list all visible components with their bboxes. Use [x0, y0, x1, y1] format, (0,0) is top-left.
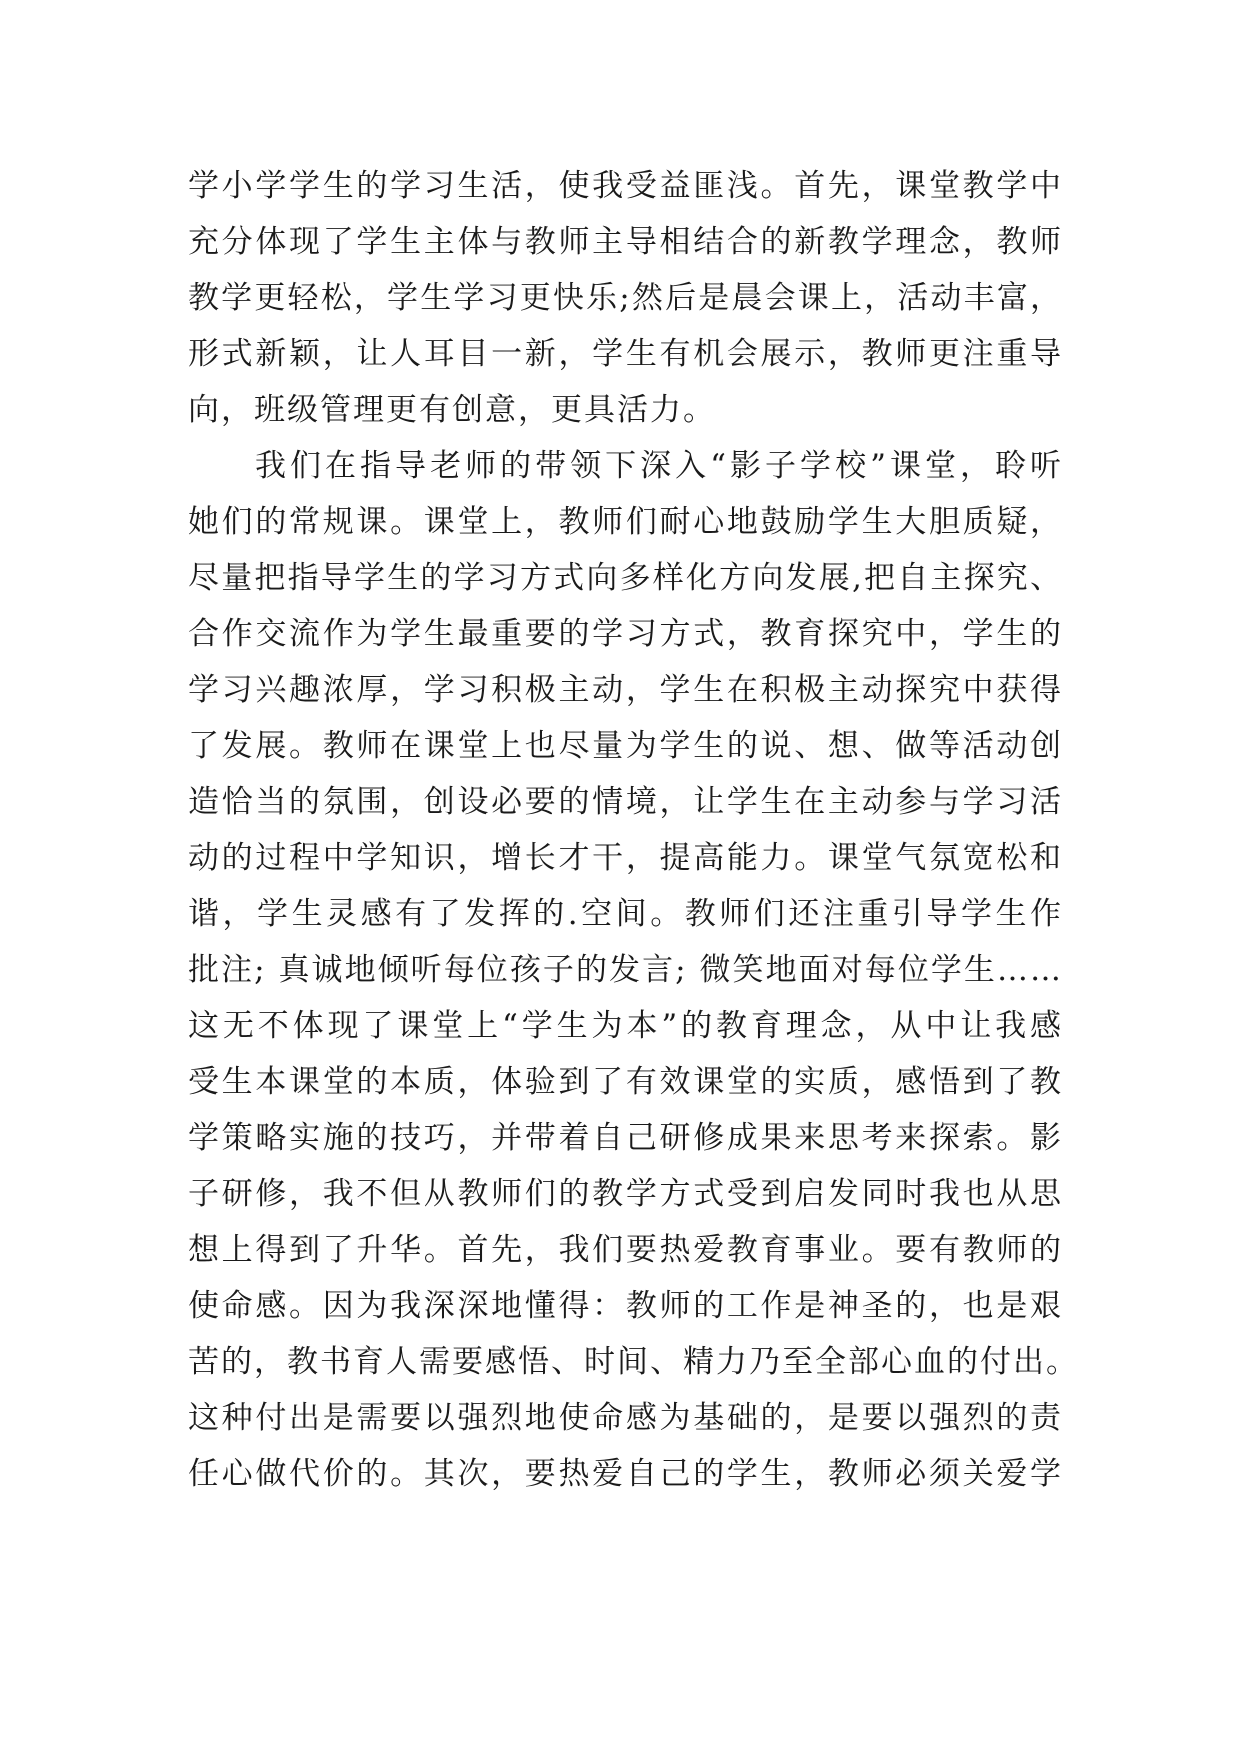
text-line: 动的过程中学知识，增长才干，提高能力。课堂气氛宽松和	[188, 840, 1063, 876]
text-line: 造恰当的氛围，创设必要的情境，让学生在主动参与学习活	[188, 784, 1063, 820]
body-text	[188, 158, 1079, 1502]
text-line: 任心做代价的。其次，要热爱自己的学生，教师必须关爱学	[188, 1456, 1063, 1492]
text-line: 形式新颖，让人耳目一新，学生有机会展示，教师更注重导	[188, 336, 1063, 372]
text-line: 她们的常规课。课堂上，教师们耐心地鼓励学生大胆质疑，	[188, 504, 1063, 540]
text-line: 谐，学生灵感有了发挥的.空间。教师们还注重引导学生作	[188, 896, 1063, 932]
text-line: 教学更轻松，学生学习更快乐;然后是晨会课上，活动丰富，	[188, 280, 1063, 316]
text-line: 充分体现了学生主体与教师主导相结合的新教学理念，教师	[188, 224, 1063, 260]
text-line: 学习兴趣浓厚，学习积极主动，学生在积极主动探究中获得	[188, 672, 1063, 708]
text-line: 想上得到了升华。首先，我们要热爱教育事业。要有教师的	[188, 1232, 1063, 1268]
text-line: 苦的，教书育人需要感悟、时间、精力乃至全部心血的付出。	[188, 1344, 1079, 1380]
text-line: 合作交流作为学生最重要的学习方式，教育探究中，学生的	[188, 616, 1063, 652]
text-line: 尽量把指导学生的学习方式向多样化方向发展,把自主探究、	[188, 560, 1063, 596]
text-line: 子研修，我不但从教师们的教学方式受到启发同时我也从思	[188, 1176, 1063, 1212]
text-line: 批注; 真诚地倾听每位孩子的发言; 微笑地面对每位学生……	[188, 952, 1063, 988]
text-line: 受生本课堂的本质，体验到了有效课堂的实质，感悟到了教	[188, 1064, 1063, 1100]
paragraph-first-line: 我们在指导老师的带领下深入“影子学校”课堂，聆听	[255, 448, 1063, 484]
text-line: 向，班级管理更有创意，更具活力。	[188, 392, 716, 428]
text-line: 这无不体现了课堂上“学生为本”的教育理念，从中让我感	[188, 1008, 1063, 1044]
text-line: 了发展。教师在课堂上也尽量为学生的说、想、做等活动创	[188, 728, 1063, 764]
text-line: 学小学学生的学习生活，使我受益匪浅。首先，课堂教学中	[188, 168, 1063, 204]
text-line: 学策略实施的技巧，并带着自己研修成果来思考来探索。影	[188, 1120, 1063, 1156]
text-line: 使命感。因为我深深地懂得：教师的工作是神圣的，也是艰	[188, 1288, 1063, 1324]
text-line: 这种付出是需要以强烈地使命感为基础的，是要以强烈的责	[188, 1400, 1063, 1436]
